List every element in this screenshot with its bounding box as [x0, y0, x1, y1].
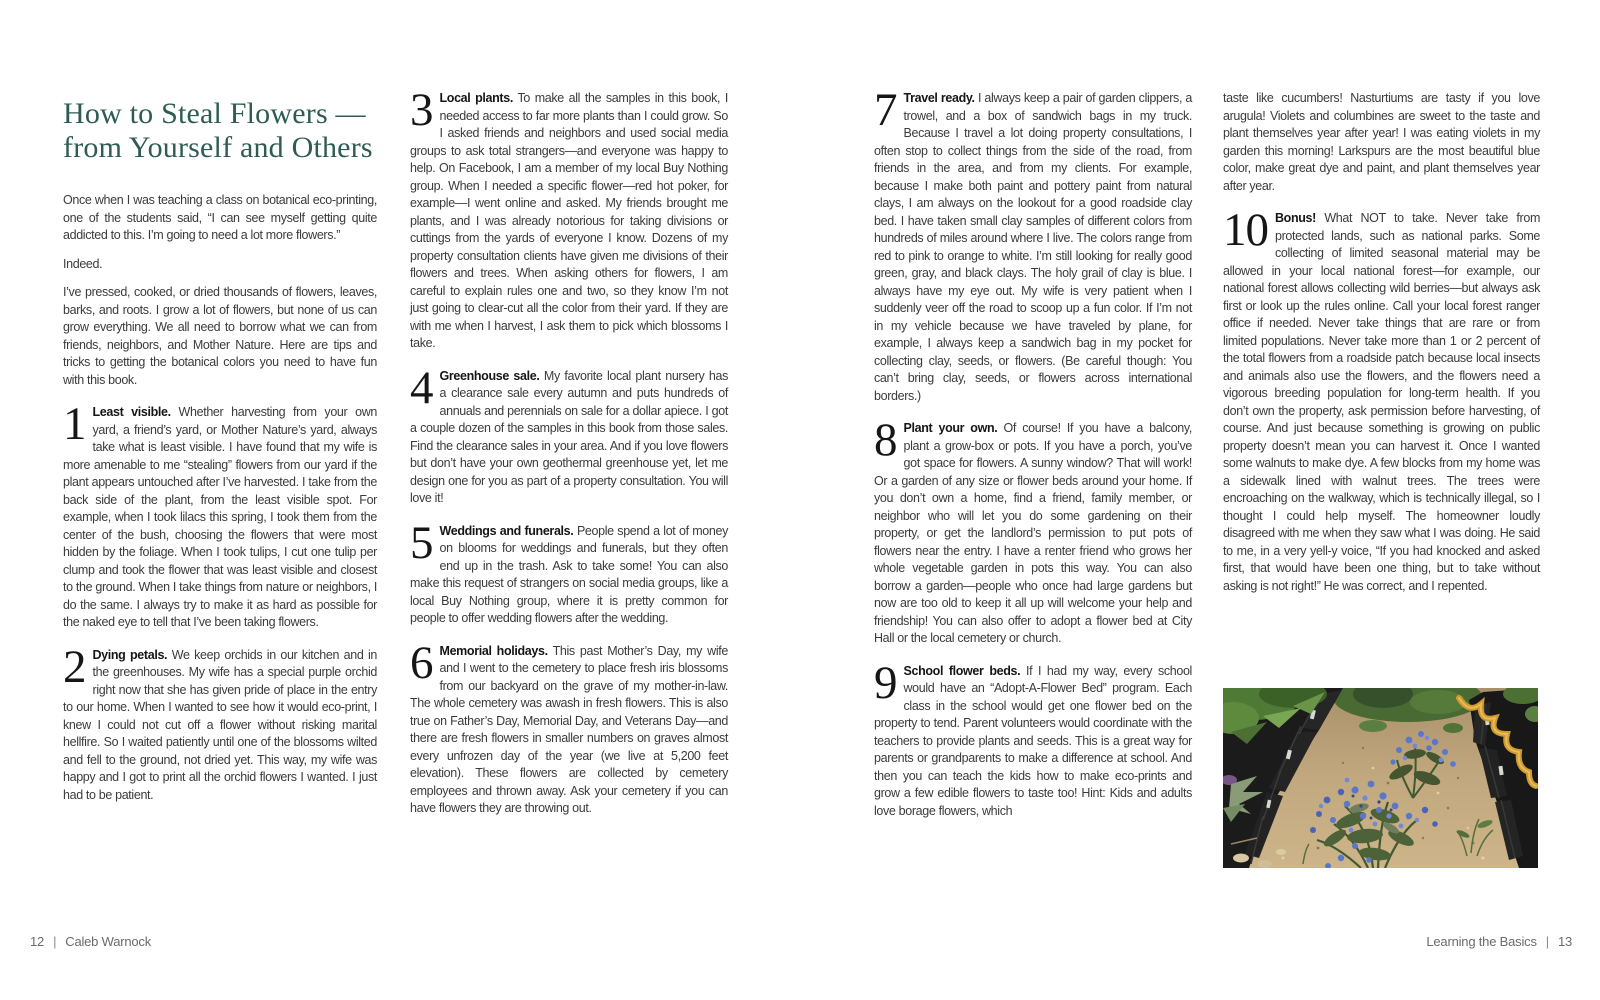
item-text: To make all the samples in this book, I needed access to far more plants than I could grow. So I asked friends and neighbors and used social media groups to ask total strangers—and everyone was happy to help. On Facebook, I am a member of my local Buy Nothing group. When I needed a specific flower—red hot poker, for example—I went online and asked. My friends brought me plants, and I was already notorious for taking divisions or cuttings from the yards of everyone I know. Dozens of my property consultation clients have given me divisions of their flowers and trees. When asking others for flowers, I am careful to explain rules one and two, so they know I’m not just going to clear-cut all the color from their yard. If they are with me when I harvest, I ask them to pick which blossoms I take. — [410, 91, 728, 350]
item-number: 4 — [410, 361, 433, 414]
tip-item-5 — [410, 516, 728, 628]
tip-item-10 — [1223, 204, 1541, 595]
item-heading: Plant your own. — [903, 421, 998, 435]
item-heading: Dying petals. — [92, 647, 168, 662]
item-heading: Greenhouse sale. — [439, 368, 540, 383]
intro-paragraph: Indeed. — [63, 256, 103, 271]
item-number: 3 — [410, 84, 433, 136]
item-number: 9 — [874, 656, 897, 709]
column-3 — [874, 84, 1193, 820]
item-number: 8 — [874, 414, 897, 466]
item-text: We keep orchids in our kitchen and in the greenhouses. My wife has a special purple orchid right now that she has given pride of place in the entry to our home. When I wanted to see how it would eco-print, I knew I could not cut off a flower without risking marital hellfire. So I waited patiently until one of the blossoms wilted and fell to the ground, not dried yet. This way, my wife was happy and I got to print all the orchid flowers I wanted. I just had to be patient. — [63, 647, 378, 802]
column-2 — [410, 84, 729, 818]
item-heading: Least visible. — [92, 405, 171, 419]
intro-paragraph: I’ve pressed, cooked, or dried thousands of flowers, leaves, barks, and roots. I grow a lot of flowers, but none of us can grow everything. We all need to borrow what we can from friends, neighbors, and Mother Nature. Here are tips and tricks to getting the botanical colors you need to have fun with this book. — [63, 285, 377, 387]
item-text: Whether harvesting from your own yard, a friend’s yard, or Mother Nature’s yard, always take what is least visible. I have found that my wife is more amenable to me “stealing” flowers from our yard if the plant appears untouched after I’ve harvested. I take from the back side of the plant, from the least visible spot. For example, when I took lilacs this spring, I took them from the center of the bush, choosing the flowers that were most hidden by the foliage. When I took tulips, I cut one tulip per clump and took the flower that was least visible and closest to the ground. When I take things from nature or neighbors, I do the same. I always try to make it as hard as possible for the naked eye to tell that I’ve been taking flowers. — [63, 405, 377, 629]
borage-flowers-illustration — [1223, 688, 1538, 868]
column-4 — [1223, 90, 1540, 595]
item-text: People spend a lot of money on blooms for weddings and funerals, but they often end up in the trash. Ask to take some! You can also make this request of strangers on social media groups, like a local Buy Nothing group, where it is pretty common for people to offer wedding flowers after the wedding. — [410, 523, 728, 625]
tip-item-7 — [874, 84, 1192, 405]
item-heading: Local plants. — [439, 91, 513, 105]
item-number: 10 — [1223, 204, 1268, 256]
tip-item-8 — [874, 414, 1193, 648]
left-page-number: 12 — [30, 934, 45, 949]
footer-separator: | — [53, 934, 57, 949]
item-number: 1 — [63, 398, 86, 450]
item-heading: Weddings and funerals. — [439, 523, 574, 538]
item-number: 6 — [410, 636, 433, 689]
right-page-footer — [1426, 934, 1572, 950]
item-text: If I had my way, every school would have an “Adopt-A-Flower Bed” program. Each class in the school would get one flower bed on the property to tend. Parent volunteers would coordinate with the teachers to provide plants and seeds. This is a great way for parents or grandparents to make a difference at school. And then you can teach the kids how to make eco-prints and grow a few edible flowers to taste too! Hint: Kids and adults love borage flowers, which — [874, 663, 1192, 818]
item-heading: Memorial holidays. — [439, 643, 548, 658]
tip-item-9 — [874, 656, 1192, 821]
left-footer-text: Caleb Warnock — [65, 934, 152, 949]
item-text: Of course! If you have a balcony, plant a grow-box or pots. If you have a porch, you’ve got space for flowers. A sunny window? That will work! Or a garden of any size or flower beds around your home. If you don’t own a home, find a friend, family member, or neighbor who will let you do some gardening on their property, or get the landlord’s permission to put pots of flowers near the entry. I have a renter friend who grows her whole vegetable garden in pots this way. You can also borrow a garden—people who once had large gardens but now are too old to keep it all up will welcome your help and friendship! You can also offer to adopt a flower bed at City Hall or the local cemetery or church. — [874, 421, 1193, 645]
item-text: I always keep a pair of garden clippers, a trowel, and a box of sandwich bags in my truck. Because I travel a lot doing property consultations, I often stop to collect things from the side of the road, from friends in the area, and from my clients. For example, because I make both paint and pottery paint from natural clays, I am always on the lookout for a good roadside clay bed. I have taken small clay samples of different colors from hundreds of miles around where I live. The colors range from red to pink to orange to white. I’m still looking for really good green, gray, and black clays. The holy grail of clay is blue. I always have my eye out. My wife is very patient when I suddenly veer off the road to scoop up a fun color. If I’m not in my vehicle because we have traveled by plane, for example, I always keep a sandwich bag in my pocket for collecting clay, seeds, or flowers. (Be careful though: You can’t bring clay, seeds, or flowers across international borders.) — [874, 91, 1192, 403]
item-heading: School flower beds. — [903, 663, 1021, 678]
tip-item-1 — [63, 398, 377, 632]
tip-item-3 — [410, 84, 728, 353]
item-text: This past Mother’s Day, my wife and I went to the cemetery to place fresh iris blossoms from our backyard on the grave of my mother-in-law. The whole cemetery was awash in fresh flowers. This is also true on Father’s Day, Memorial Day, and Veterans Day—and there are fresh flowers in smaller numbers on graves almost every unfrozen day of the year (we live at 5,200 feet elevation). These flowers are collected by cemetery employees and thrown away. Ask your cemetery if you can have flowers they are throwing out. — [410, 643, 729, 815]
column-1 — [63, 97, 377, 804]
item-heading: Bonus! — [1275, 211, 1316, 225]
intro-paragraph: Once when I was teaching a class on botanical eco-printing, one of the students said, “I can see myself getting quite addicted to this. I’m going to need a lot more flowers.” — [63, 193, 377, 242]
left-page-footer — [30, 934, 151, 950]
tip-item-4 — [410, 361, 729, 508]
page-title — [63, 97, 377, 165]
item-text: My favorite local plant nursery has a clearance sale every autumn and puts hundreds of annuals and perennials on sale for a dollar apiece. I got a couple dozen of the samples in this book from those sales. Find the clearance sales in your area. And if you love flowers but don’t have your own geothermal greenhouse yet, let me design one for you as part of a property consultation. You will love it! — [410, 368, 729, 505]
tip-item-2 — [63, 640, 378, 805]
right-footer-text: Learning the Basics — [1426, 934, 1537, 949]
borage-flowers-photo — [1223, 688, 1538, 868]
title-line-2: from Yourself and Others — [63, 131, 373, 164]
item-number: 5 — [410, 516, 433, 569]
tip-item-9-continuation: taste like cucumbers! Nasturtiums are tasty if you love arugula! Violets and columbines are sweet to the taste and plant themselves year after year! I was eating violets in my garden this morning! Larkspurs are the most beautiful blue color, make great dye and paint, and plant themselves year after year. — [1223, 91, 1540, 193]
right-page-number: 13 — [1557, 934, 1572, 949]
footer-separator: | — [1545, 934, 1549, 949]
item-text: What NOT to take. Never take from protected lands, such as national parks. Some collecting of limited seasonal material may be allowed in your local national forest—for example, our national forest allows collecting wild berries—but always ask first or look up the rules online. Call your local forest ranger office if needed. Never take things that are rare or from limited populations. Never take more than 1 or 2 percent of the total flowers from a roadside patch because local insects and animals also use the flowers, and the flowers need a vigorous breeding population for long-term health. If you don’t own the property, ask permission before harvesting, of course. And just because something is growing on public property doesn’t mean you can harvest it. Once I wanted some walnuts to make dye. A few blocks from my home was a sidewalk lined with walnut trees. The trees were encroaching on the walkway, which is technically illegal, so I thought I could help myself. The homeowner loudly disagreed with me when they saw what I was doing. He said to me, in a very yell-y voice, “If you had knocked and asked first, that would have been one thing, but to take without asking is not right!” He was correct, and I repented. — [1223, 211, 1541, 593]
item-heading: Travel ready. — [903, 91, 975, 105]
item-number: 7 — [874, 84, 897, 136]
tip-item-6 — [410, 636, 729, 818]
item-number: 2 — [63, 640, 86, 693]
title-line-1: How to Steal Flowers — — [63, 97, 366, 130]
